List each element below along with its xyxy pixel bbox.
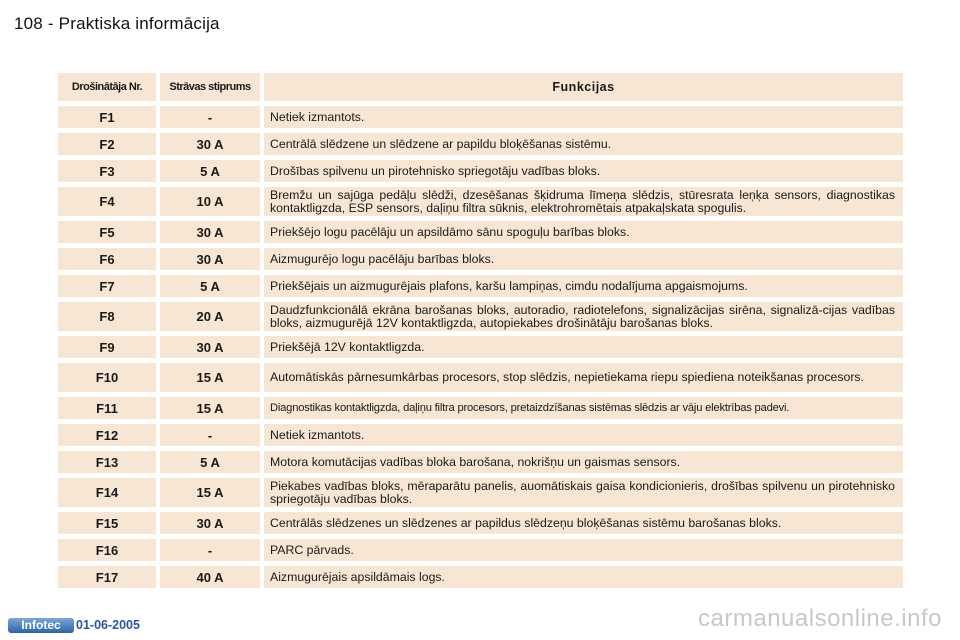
fuse-number: F8	[58, 302, 160, 331]
fuse-number: F17	[58, 566, 160, 588]
fuse-function: Netiek izmantots.	[264, 424, 903, 446]
table-row	[58, 133, 903, 155]
fuse-current: 5 A	[160, 275, 264, 297]
fuse-current: -	[160, 539, 264, 561]
table-header-row	[58, 73, 903, 101]
fuse-table	[58, 68, 903, 593]
fuse-function: Netiek izmantots.	[264, 106, 903, 128]
fuse-function: Diagnostikas kontaktligzda, daļiņu filtra procesors, pretaizdzīšanas sistēmas slēdzis ar vāju elektrības padevi.	[264, 397, 903, 419]
table-row	[58, 566, 903, 588]
fuse-function: Drošības spilvenu un pirotehnisko spriegotāju vadības bloks.	[264, 160, 903, 182]
column-header-fuse-number: Drošinātāja Nr.	[58, 73, 160, 101]
page-title: 108 - Praktiska informācija	[14, 14, 220, 33]
fuse-number: F11	[58, 397, 160, 419]
fuse-current: 30 A	[160, 221, 264, 243]
infotec-badge: Infotec	[8, 618, 74, 633]
fuse-current: 30 A	[160, 336, 264, 358]
fuse-function: Aizmugurējais apsildāmais logs.	[264, 566, 903, 588]
fuse-number: F9	[58, 336, 160, 358]
fuse-number: F3	[58, 160, 160, 182]
table-row	[58, 424, 903, 446]
column-header-functions: Funkcijas	[264, 73, 903, 101]
fuse-current: 10 A	[160, 187, 264, 216]
fuse-function: Priekšējais un aizmugurējais plafons, karšu lampiņas, cimdu nodalījuma apgaismojums.	[264, 275, 903, 297]
fuse-number: F15	[58, 512, 160, 534]
fuse-number: F13	[58, 451, 160, 473]
fuse-current: 30 A	[160, 248, 264, 270]
table-row	[58, 106, 903, 128]
fuse-function: Priekšējā 12V kontaktligzda.	[264, 336, 903, 358]
fuse-function: Aizmugurējo logu pacēlāju barības bloks.	[264, 248, 903, 270]
fuse-current: -	[160, 424, 264, 446]
column-header-current: Strāvas stiprums	[160, 73, 264, 101]
table-row	[58, 302, 903, 331]
fuse-function: Automātiskās pārnesumkārbas procesors, stop slēdzis, nepietiekama riepu spiediena noteikšanas procesors.	[264, 363, 903, 392]
fuse-current: 20 A	[160, 302, 264, 331]
fuse-number: F2	[58, 133, 160, 155]
fuse-number: F1	[58, 106, 160, 128]
fuse-function: Piekabes vadības bloks, mēraparātu panelis, auomātiskais gaisa kondicionieris, drošības spilvenu un pirotehnisko spriegotāju vadības bloks.	[264, 478, 903, 507]
fuse-function: Bremžu un sajūga pedāļu slēdži, dzesēšanas šķidruma līmeņa slēdzis, stūresrata leņķa sensors, diagnostikas kontaktligzda, ESP sensors, daļiņu filtra sūknis, elektrohromētais atpakaļskata spogulis.	[264, 187, 903, 216]
fuse-current: -	[160, 106, 264, 128]
fuse-function: Priekšējo logu pacēlāju un apsildāmo sānu spoguļu barības bloks.	[264, 221, 903, 243]
fuse-number: F10	[58, 363, 160, 392]
fuse-current: 30 A	[160, 512, 264, 534]
table-row	[58, 539, 903, 561]
table-row	[58, 221, 903, 243]
watermark: carmanualsonline.info	[698, 605, 942, 632]
table-row	[58, 275, 903, 297]
fuse-number: F14	[58, 478, 160, 507]
fuse-number: F12	[58, 424, 160, 446]
table-row	[58, 336, 903, 358]
fuse-number: F16	[58, 539, 160, 561]
table-row	[58, 187, 903, 216]
table-row	[58, 512, 903, 534]
fuse-current: 15 A	[160, 478, 264, 507]
fuse-current: 5 A	[160, 451, 264, 473]
fuse-current: 15 A	[160, 397, 264, 419]
fuse-function: PARC pārvads.	[264, 539, 903, 561]
fuse-current: 15 A	[160, 363, 264, 392]
fuse-number: F6	[58, 248, 160, 270]
fuse-current: 40 A	[160, 566, 264, 588]
fuse-number: F7	[58, 275, 160, 297]
table-row	[58, 478, 903, 507]
fuse-number: F4	[58, 187, 160, 216]
fuse-function: Motora komutācijas vadības bloka barošana, nokrišņu un gaismas sensors.	[264, 451, 903, 473]
fuse-function: Centrālā slēdzene un slēdzene ar papildu bloķēšanas sistēmu.	[264, 133, 903, 155]
table-row	[58, 248, 903, 270]
table-row	[58, 160, 903, 182]
fuse-current: 5 A	[160, 160, 264, 182]
table-row	[58, 451, 903, 473]
fuse-number: F5	[58, 221, 160, 243]
fuse-function: Centrālās slēdzenes un slēdzenes ar papildus slēdzeņu bloķēšanas sistēmu barošanas bloks.	[264, 512, 903, 534]
table-row	[58, 397, 903, 419]
table-row	[58, 363, 903, 392]
publication-date: 01-06-2005	[76, 618, 140, 632]
fuse-function: Daudzfunkcionālā ekrāna barošanas bloks, autoradio, radiotelefons, signalizācijas sirēna, signalizā-cijas vadības bloks, aizmugurējā 12V kontaktligzda, autopiekabes drošinātāju barošanas bloks.	[264, 302, 903, 331]
fuse-current: 30 A	[160, 133, 264, 155]
